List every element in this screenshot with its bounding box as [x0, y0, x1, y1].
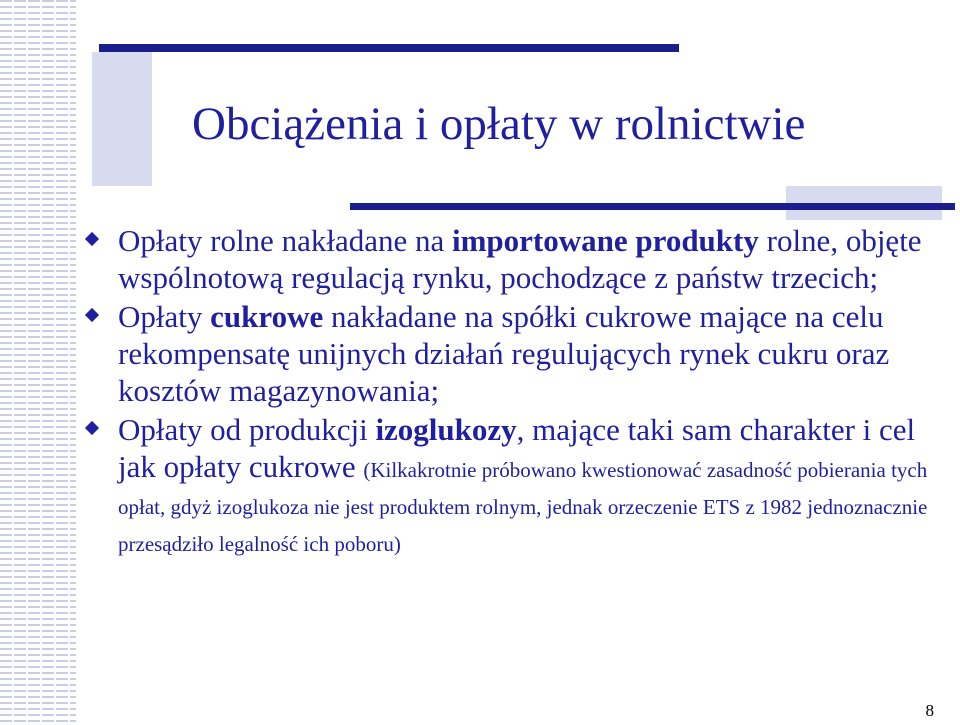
slide-title: Obciążenia i opłaty w rolnictwie	[192, 98, 806, 150]
bullet-text-post: rolne, objęte wspólnotową regulacją rynku, pochodzące z państw trzecich;	[118, 223, 922, 295]
title-decoration-box	[92, 52, 152, 186]
diamond-bullet-icon	[85, 308, 99, 322]
bullet-text-bold: importowane produkty	[451, 223, 759, 258]
bullet-item	[82, 222, 952, 296]
page-number: 8	[925, 701, 934, 720]
bullet-text-post: nakładane na spółki cukrowe mające na celu rekompensatę unijnych działań regulujących rynek cukru oraz kosztów magazynowania;	[118, 299, 890, 408]
left-stripe-overlay	[0, 0, 76, 725]
bullet-item	[82, 298, 952, 409]
bullet-note-small: (Kilkakrotnie próbowano kwestionować zasadność pobierania tych opłat, gdyż izoglukoza nie jest produktem rolnym, jednak orzeczenie ETS z 1982 jednoznacznie przesądziło legalność ich poboru)	[118, 458, 928, 556]
bullet-text-bold: izoglukozy	[375, 412, 517, 447]
diamond-bullet-icon	[85, 421, 99, 435]
bullet-item	[82, 411, 952, 559]
bullet-text-pre: Opłaty od produkcji	[118, 412, 376, 447]
bullet-list	[82, 222, 952, 559]
divider-rule	[350, 203, 955, 210]
bullet-text-post: , mające taki sam charakter i cel jak opłaty cukrowe	[118, 412, 916, 484]
bullet-text-bold: cukrowe	[210, 299, 324, 334]
top-rule	[99, 44, 679, 52]
diamond-bullet-icon	[85, 232, 99, 246]
bullet-text-pre: Opłaty rolne nakładane na	[118, 223, 452, 258]
bullet-text-pre: Opłaty	[118, 299, 211, 334]
